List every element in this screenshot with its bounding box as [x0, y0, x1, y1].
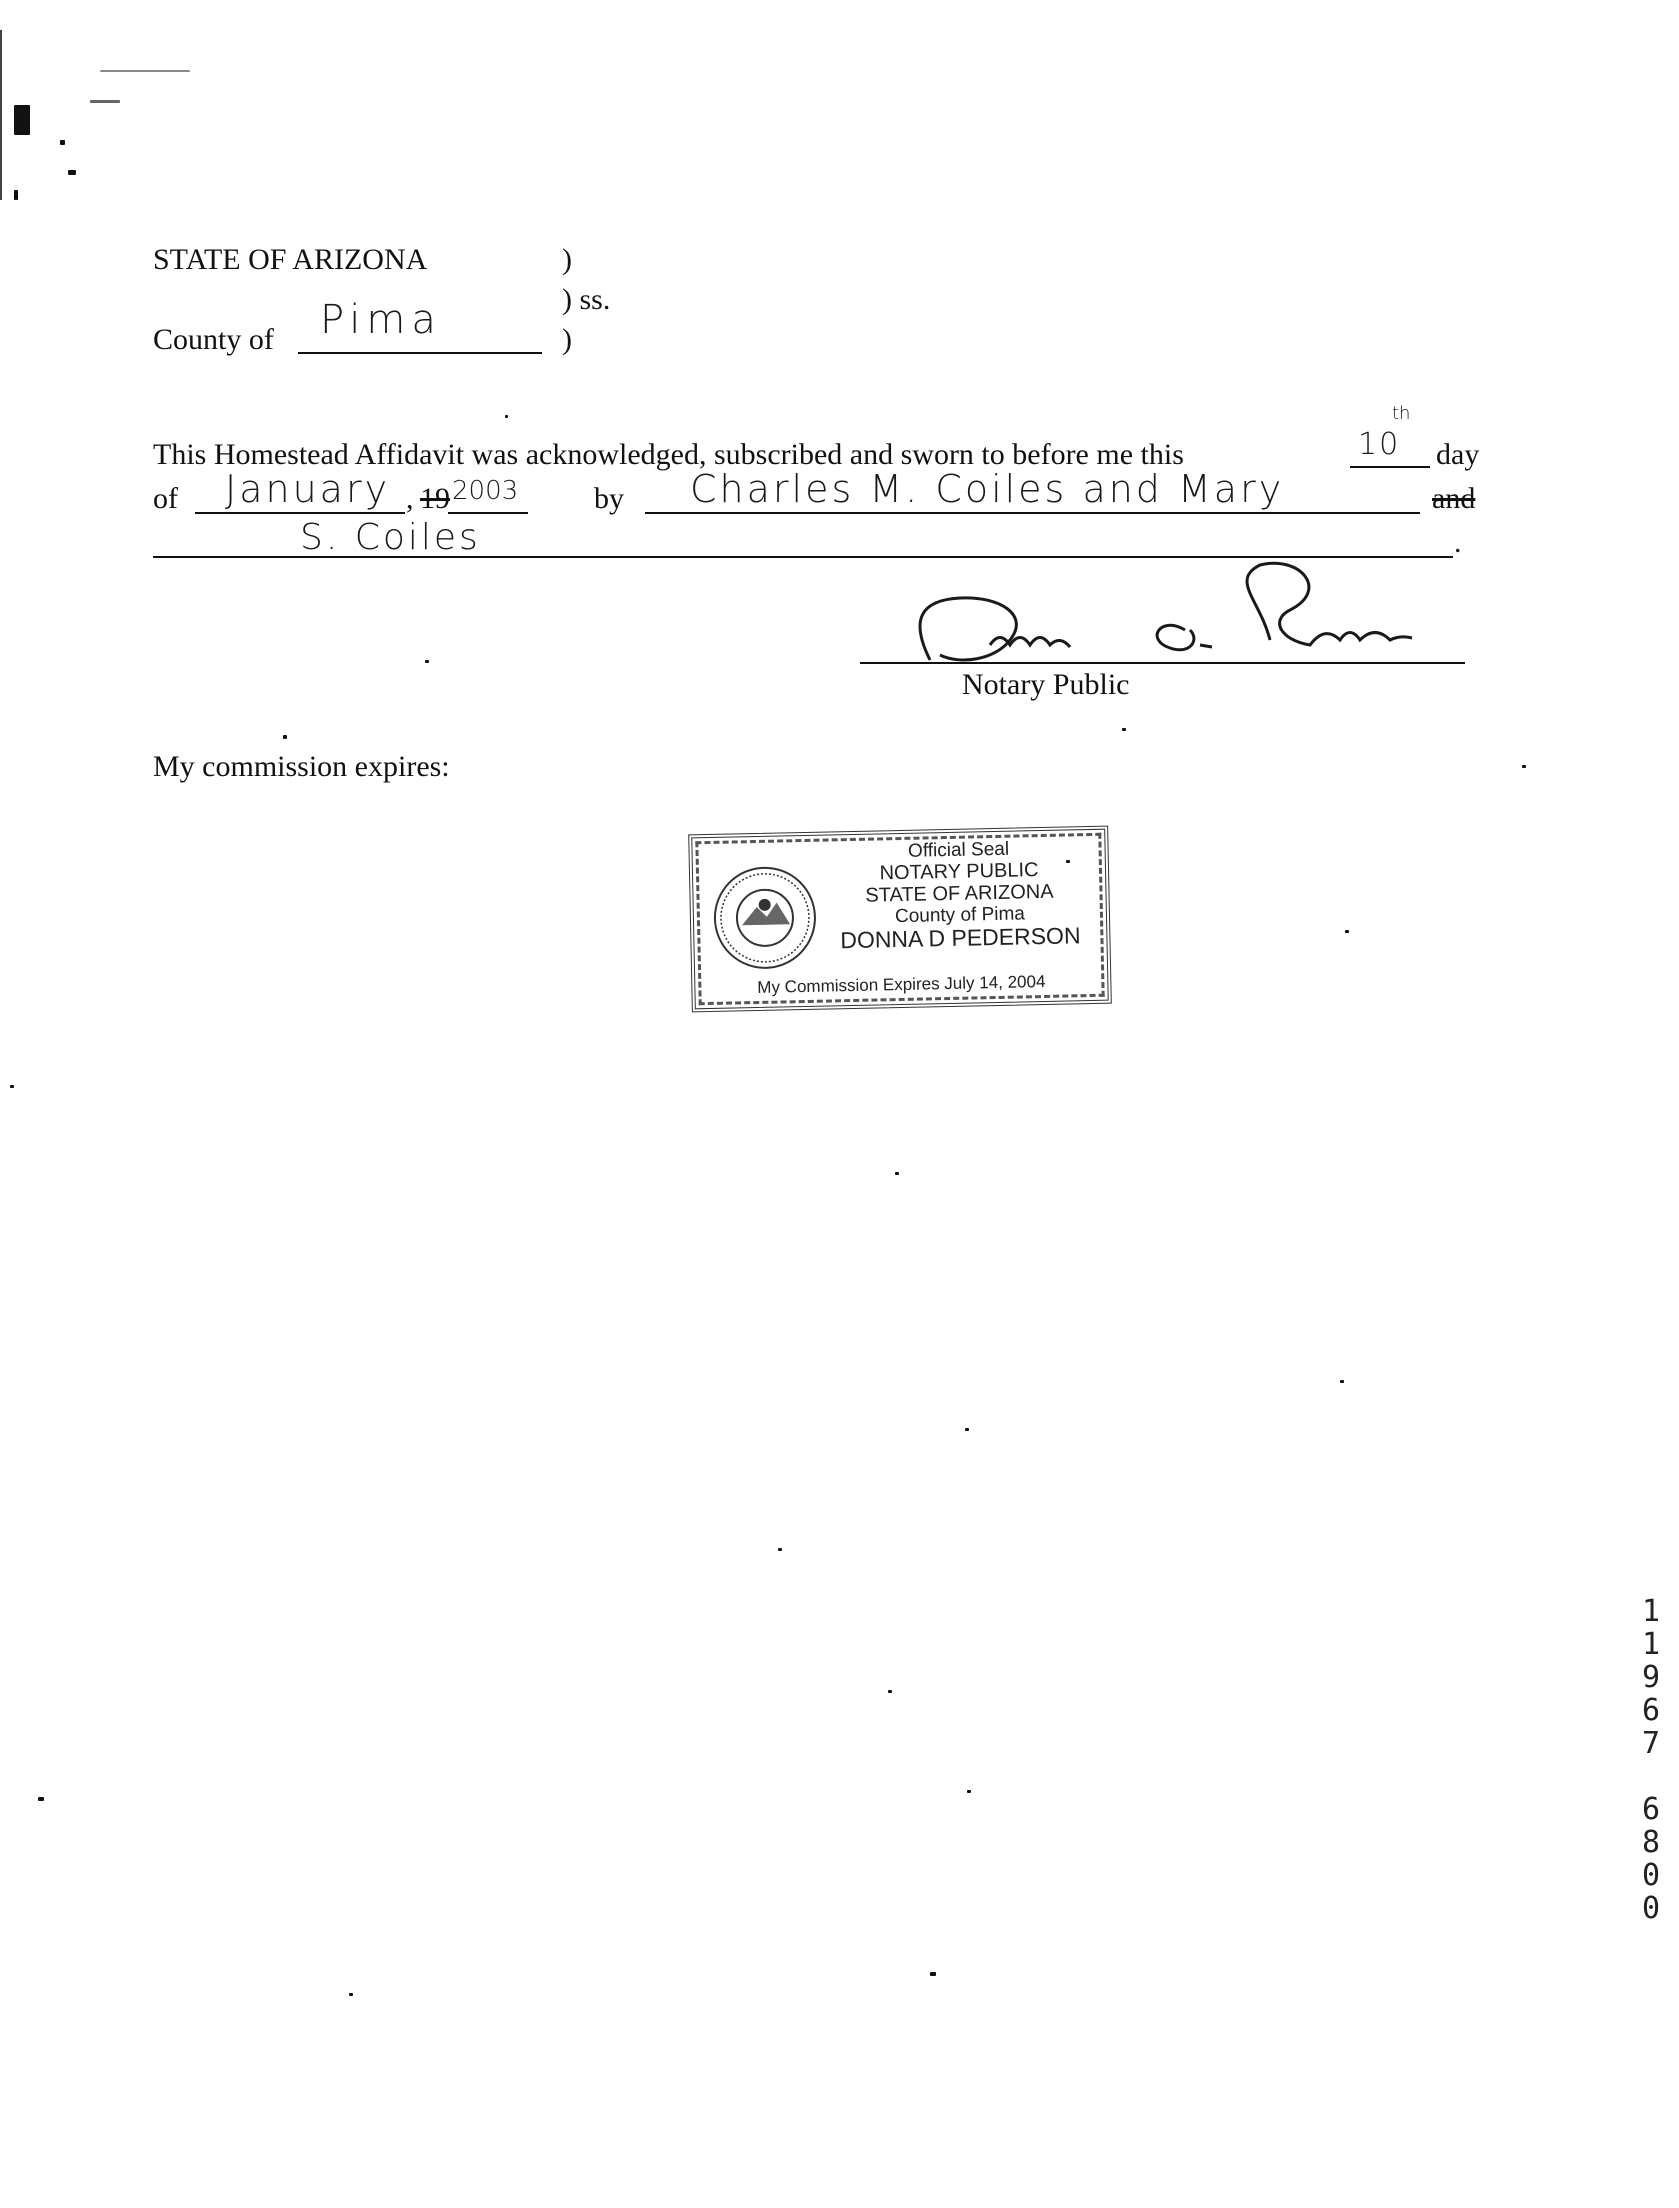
acknowledgment-text: This Homestead Affidavit was acknowledged, subscribed and sworn to before me this	[153, 438, 1184, 471]
seal-line-expires: My Commission Expires July 14, 2004	[757, 971, 1046, 998]
scan-speck	[930, 1972, 936, 1976]
scan-speck	[505, 415, 508, 418]
names-underline-1	[645, 512, 1420, 514]
state-label: STATE OF ARIZONA	[153, 243, 428, 276]
scan-speck	[38, 1797, 44, 1801]
scan-speck	[349, 1993, 353, 1996]
scan-speck	[1340, 1380, 1344, 1383]
scan-speck	[90, 100, 120, 103]
scan-speck	[68, 170, 76, 175]
month-value-handwritten: January	[225, 467, 391, 511]
scan-speck	[1122, 728, 1126, 731]
scan-speck	[100, 70, 190, 72]
scan-speck	[60, 140, 65, 145]
scan-speck	[965, 1428, 969, 1431]
seal-line-name: DONNA D PEDERSON	[840, 922, 1081, 954]
seal-text-block	[822, 838, 1096, 957]
seal-line-state: STATE OF ARIZONA	[865, 880, 1054, 907]
and-struck: and	[1432, 482, 1476, 515]
signature-line	[860, 662, 1465, 664]
recording-digit: 8	[1641, 1825, 1661, 1860]
day-underline	[1350, 466, 1430, 468]
seal-line-official: Official Seal	[907, 838, 1010, 862]
scan-speck	[283, 735, 287, 739]
venue-ss: ) ss.	[562, 283, 611, 316]
names-value-handwritten-line1: Charles M. Coiles and Mary	[690, 467, 1285, 511]
scan-speck	[10, 1085, 14, 1088]
scan-speck	[1345, 930, 1349, 933]
recording-digit: 6	[1641, 1693, 1661, 1728]
venue-paren: )	[562, 323, 572, 356]
county-value-handwritten: Pima	[320, 297, 442, 343]
seal-line-notary-public: NOTARY PUBLIC	[879, 859, 1039, 885]
recording-digit: 1	[1641, 1627, 1661, 1662]
day-value-handwritten: 10	[1358, 427, 1401, 462]
recording-number-stamp	[1636, 1595, 1666, 1925]
commission-expires-label: My commission expires:	[153, 750, 450, 783]
month-underline	[195, 512, 405, 514]
scan-speck	[14, 190, 18, 200]
scan-speck	[1522, 765, 1526, 768]
year-prefix-struck: 19	[420, 482, 450, 515]
recording-digit: 0	[1641, 1891, 1661, 1926]
of-word: of	[153, 482, 178, 515]
recording-digit: 6	[1641, 1792, 1661, 1827]
month-comma: ,	[406, 482, 414, 515]
county-underline	[298, 352, 542, 354]
scan-speck	[895, 1172, 899, 1175]
year-underline	[448, 512, 528, 514]
recording-digit: 9	[1641, 1660, 1661, 1695]
county-label: County of	[153, 323, 274, 356]
scan-speck	[425, 660, 429, 663]
scan-speck	[888, 1690, 892, 1693]
recording-digit-gap	[1636, 1760, 1666, 1793]
arizona-state-seal-icon	[711, 864, 819, 972]
sentence-period: .	[1454, 526, 1462, 559]
scan-edge-artifact	[0, 30, 2, 200]
scan-speck	[14, 105, 30, 135]
day-word: day	[1436, 438, 1480, 471]
seal-line-county: County of Pima	[894, 903, 1026, 928]
names-underline-2	[153, 556, 1453, 558]
scan-speck	[778, 1548, 782, 1551]
recording-digit: 1	[1641, 1594, 1661, 1629]
venue-paren: )	[562, 243, 572, 276]
notary-seal-stamp	[688, 826, 1112, 1013]
year-value-handwritten: 2003	[452, 476, 519, 506]
scan-speck	[1066, 860, 1070, 863]
notary-public-label: Notary Public	[962, 668, 1130, 701]
recording-digit: 0	[1641, 1858, 1661, 1893]
by-word: by	[594, 482, 624, 515]
recording-digit: 7	[1641, 1726, 1661, 1761]
day-superscript-handwritten: th	[1392, 403, 1411, 424]
scan-speck	[967, 1790, 971, 1793]
names-value-handwritten-line2: S. Coiles	[300, 517, 481, 558]
